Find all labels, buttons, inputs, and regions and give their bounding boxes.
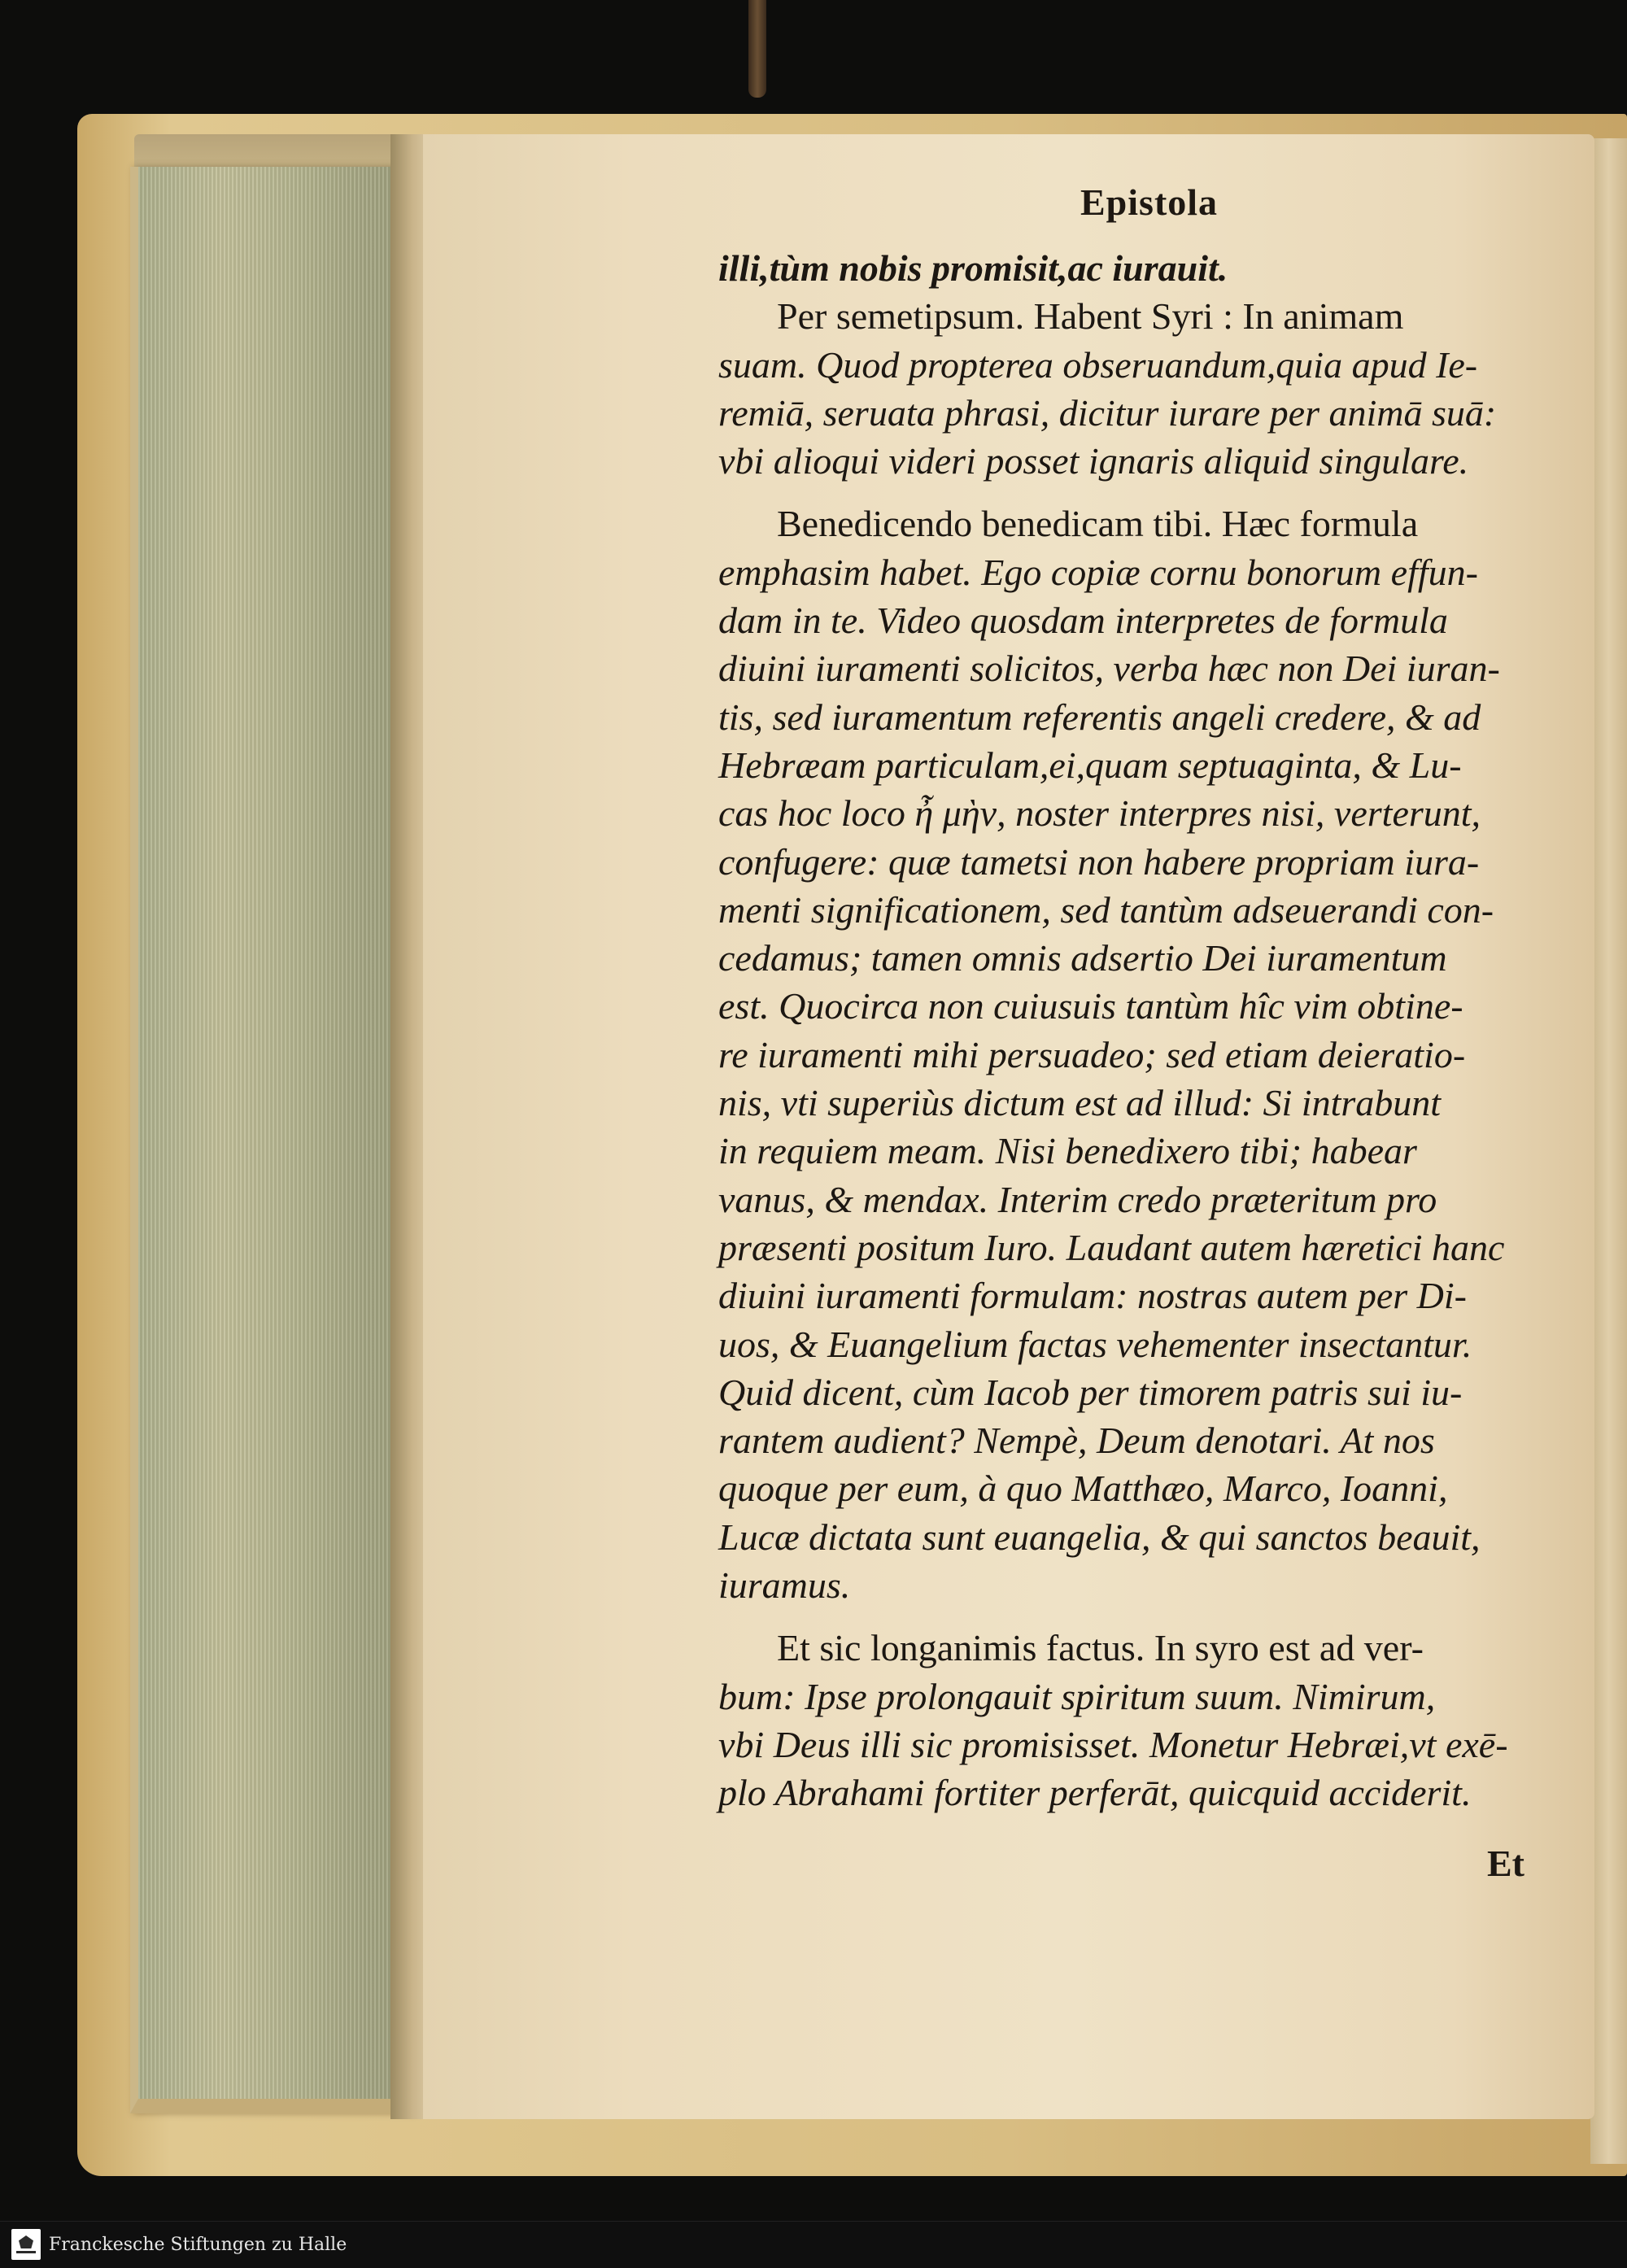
institution-logo-icon [11,2229,41,2260]
bookmark-ribbon [748,0,766,98]
text-line: illi,tùm nobis promisit,ac iurauit. [718,247,1228,289]
footer-bar [0,2221,1627,2268]
text-line: diuini iuramenti solicitos, verba hæc non Dei iuran- [718,648,1500,690]
text-block [718,244,1550,1817]
text-line: iuramus. [718,1564,851,1607]
text-line: plo Abrahami fortiter perferāt, quicquid acciderit. [718,1772,1472,1814]
text-line: cedamus; tamen omnis adsertio Dei iuramentum [718,937,1447,979]
text-line: rantem audient? Nempè, Deum denotari. At nos [718,1420,1435,1462]
footer-institution: Franckesche Stiftungen zu Halle [49,2235,347,2255]
text-line: remiā, seruata phrasi, dicitur iurare per animā suā: [718,391,1497,434]
catchword: Et [1487,1843,1524,1884]
text-line: Benedicendo benedicam tibi. Hæc formula [777,503,1419,545]
text-line: diuini iuramenti formulam: nostras autem per Di- [718,1275,1467,1317]
text-line: Et sic longanimis factus. In syro est ad ver- [777,1627,1424,1669]
text-line: emphasim habet. Ego copiæ cornu bonorum effun- [718,551,1478,593]
text-line: cas hoc loco ἦ μὴν, noster interpres nisi, verterunt, [718,792,1481,835]
running-head: Epistola [1080,181,1219,223]
text-line: uos, & Euangelium factas vehementer insectantur. [718,1323,1472,1365]
text-line: dam in te. Video quosdam interpretes de formula [718,600,1448,642]
text-line: confugere: quæ tametsi non habere propriam iura- [718,840,1480,883]
text-line: nis, vti superiùs dictum est ad illud: Si intrabunt [718,1082,1442,1124]
text-line: est. Quocirca non cuiusuis tantùm hîc vim obtine- [718,985,1463,1027]
text-line: suam. Quod propterea obseruandum,quia apud Ie- [718,343,1478,386]
text-line: Lucæ dictata sunt euangelia, & qui sanctos beauit, [718,1516,1481,1558]
text-line: bum: Ipse prolongauit spiritum suum. Nimirum, [718,1675,1436,1717]
text-line: vbi Deus illi sic promisisset. Monetur Hebræi,vt exē- [718,1723,1508,1765]
text-line: in requiem meam. Nisi benedixero tibi; habear [718,1130,1417,1172]
text-line: quoque per eum, à quo Matthæo, Marco, Ioanni, [718,1468,1448,1510]
page-block-edge [130,167,415,2113]
text-line: vanus, & mendax. Interim credo præteritum pro [718,1178,1437,1220]
text-line: re iuramenti mihi persuadeo; sed etiam deieratio- [718,1033,1466,1075]
text-line: Per semetipsum. Habent Syri : In animam [777,295,1404,338]
text-line: Quid dicent, cùm Iacob per timorem patris sui iu- [718,1371,1463,1413]
text-line: vbi alioqui videri posset ignaris aliquid singulare. [718,440,1469,482]
text-line: præsenti positum Iuro. Laudant autem hæretici hanc [718,1226,1505,1268]
text-line: Hebræam particulam,ei,quam septuaginta, & Lu- [718,744,1462,786]
text-line: tis, sed iuramentum referentis angeli credere, & ad [718,696,1481,738]
facing-page-edge [1590,138,1627,2164]
text-line: menti significationem, sed tantùm adseuerandi con- [718,888,1494,931]
